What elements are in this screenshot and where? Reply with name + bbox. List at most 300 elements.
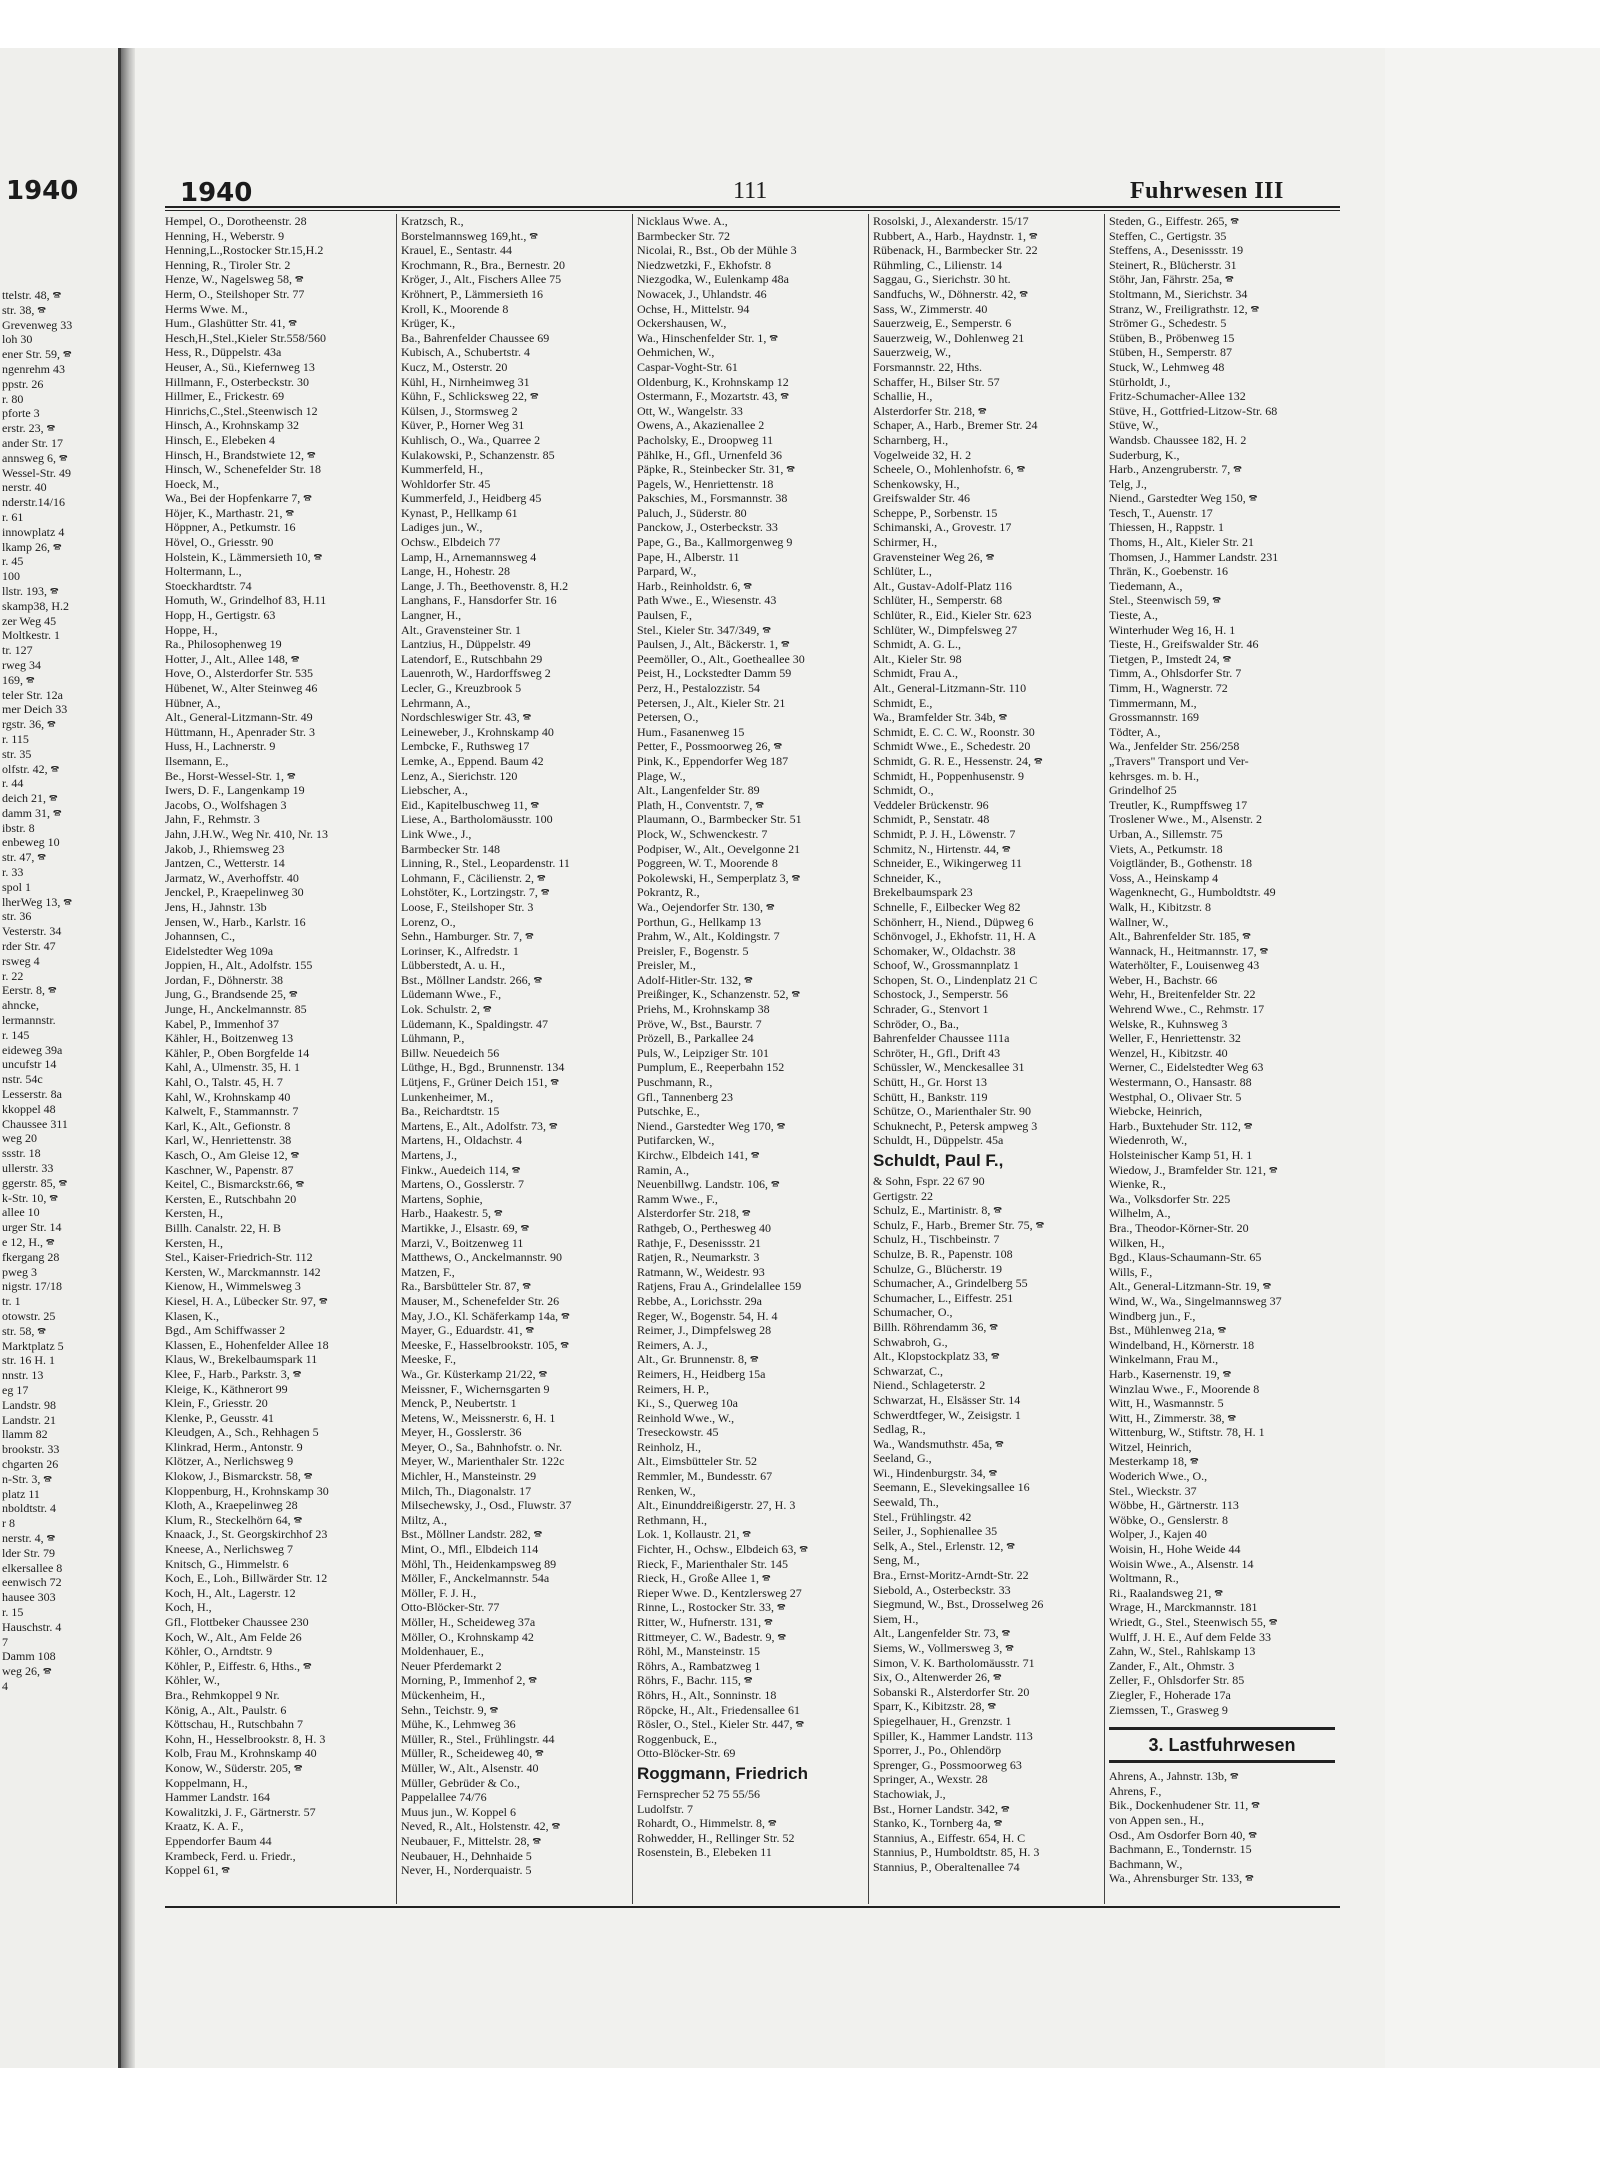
directory-entry: „Travers" Transport und Ver- xyxy=(1109,753,1249,768)
directory-entry: Schopen, St. O., Lindenplatz 21 C xyxy=(873,972,1038,987)
directory-entry: Hübenet, W., Alter Steinweg 46 xyxy=(165,681,318,695)
directory-entry: Kohn, H., Hesselbrookstr. 8, H. 3 xyxy=(165,1731,326,1746)
directory-entry: Muus jun., W. Koppel 6 xyxy=(401,1804,517,1819)
directory-entry: Petersen, J., Alt., Kieler Str. 21 xyxy=(637,695,786,710)
directory-entry: Höjer, K., Marthastr. 21, 🕿 xyxy=(165,505,295,520)
left-page-fragment: nerstr. 40 xyxy=(2,480,47,495)
advertisement-name: Schuldt, Paul F., xyxy=(873,1151,1004,1170)
directory-entry: Schmidt, O., xyxy=(873,783,934,798)
directory-entry: Perz, H., Pestalozzistr. 54 xyxy=(637,681,760,695)
directory-entry: Mückenheim, H., xyxy=(401,1687,485,1702)
directory-entry: Reimers, H. P., xyxy=(637,1381,709,1396)
directory-entry: Wind, W., Wa., Singelmannsweg 37 xyxy=(1109,1293,1282,1308)
left-page-fragment: otowstr. 25 xyxy=(2,1308,56,1323)
directory-entry: Schrader, G., Stenvort 1 xyxy=(873,1002,989,1017)
directory-entry: Reinholz, H., xyxy=(637,1439,701,1454)
left-page-fragment: k-Str. 10, 🕿 xyxy=(2,1190,58,1205)
header-rule xyxy=(165,206,1340,211)
directory-entry: Renken, W., xyxy=(637,1483,696,1498)
directory-entry: Spiegelhauer, H., Grenzstr. 1 xyxy=(873,1713,1012,1728)
directory-entry: Wehrend Wwe., C., Rehmstr. 17 xyxy=(1109,1002,1265,1017)
left-page-fragment: urger Str. 14 xyxy=(2,1220,62,1235)
directory-entry: Schröter, H., Gfl., Drift 43 xyxy=(873,1045,1001,1060)
directory-entry: Schmidt, Frau A., xyxy=(873,666,959,681)
left-page-fragment: zer Weg 45 xyxy=(2,613,57,628)
directory-entry: Nordschleswiger Str. 43, 🕿 xyxy=(401,710,532,725)
directory-entry: Stüben, H., Semperstr. 87 xyxy=(1109,345,1232,360)
directory-entry: Barmbecker Str. 72 xyxy=(637,228,730,243)
directory-entry: von Appen sen., H., xyxy=(1109,1812,1204,1827)
directory-entry: Hüttmann, H., Apenrader Str. 3 xyxy=(165,724,315,739)
directory-entry: Schmidt, P. J. H., Löwenstr. 7 xyxy=(873,826,1016,841)
directory-entry: Heuser, A., Sü., Kiefernweg 13 xyxy=(165,359,315,374)
directory-entry: Meeske, F., xyxy=(401,1352,457,1367)
directory-entry: Martens, J., xyxy=(401,1148,457,1162)
directory-entry: Kleige, K., Käthnerort 99 xyxy=(165,1381,288,1396)
directory-entry: Kucz, M., Osterstr. 20 xyxy=(401,359,508,374)
left-page-fragment: Damm 108 xyxy=(2,1649,56,1664)
directory-entry: Ahrens, A., Jahnstr. 13b, 🕿 xyxy=(1109,1769,1239,1784)
directory-entry: Zeller, F., Ohlsdorfer Str. 85 xyxy=(1109,1673,1245,1688)
directory-entry: Niedzwetzki, F., Ekhofstr. 8 xyxy=(637,257,772,272)
left-page-fragment: chgarten 26 xyxy=(2,1456,59,1471)
directory-entry: Möhl, Th., Heidenkampsweg 89 xyxy=(401,1556,557,1571)
left-page-fragment: r 8 xyxy=(2,1516,15,1531)
directory-entry: Hoeck, M., xyxy=(165,476,219,491)
directory-entry: May, J.O., Kl. Schäferkamp 14a, 🕿 xyxy=(401,1308,570,1323)
directory-entry: Niend., Garstedter Weg 170, 🕿 xyxy=(637,1118,786,1133)
directory-entry: Ockershausen, W., xyxy=(637,316,727,331)
directory-entry: Jarmatz, W., Averhoffstr. 40 xyxy=(165,870,299,885)
directory-entry: Kloppenburg, H., Krohnskamp 30 xyxy=(165,1483,329,1498)
directory-entry: Schneider, K., xyxy=(873,870,942,885)
left-page-fragment: ngenrehm 43 xyxy=(2,361,65,376)
directory-entry: Rathgeb, O., Perthesweg 40 xyxy=(637,1220,771,1235)
directory-entry: Woderich Wwe., O., xyxy=(1109,1469,1208,1484)
directory-entry: Eidelstedter Weg 109a xyxy=(165,943,274,958)
directory-entry: Niend., Garstedter Weg 150, 🕿 xyxy=(1109,491,1258,506)
directory-entry: Eid., Kapitelbuschweg 11, 🕿 xyxy=(401,797,540,812)
directory-entry: Hopp, H., Gertigstr. 63 xyxy=(165,608,276,623)
directory-entry: Krauel, E., Sentastr. 44 xyxy=(401,243,512,258)
directory-entry: Owens, A., Akazienallee 2 xyxy=(637,418,765,433)
directory-entry: Welske, R., Kuhnsweg 3 xyxy=(1109,1016,1228,1031)
directory-entry: Spiller, K., Hammer Landstr. 113 xyxy=(873,1728,1033,1743)
directory-entry: Puschmann, R., xyxy=(637,1075,713,1090)
book-gutter xyxy=(121,48,135,2068)
directory-entry: Sauerzweig, W., Dohlenweg 21 xyxy=(873,330,1025,345)
directory-entry: Preißinger, K., Schanzenstr. 52, 🕿 xyxy=(637,987,801,1002)
directory-entry: Ratmann, W., Weidestr. 93 xyxy=(637,1264,765,1279)
directory-entry: Veddeler Brückenstr. 96 xyxy=(873,797,989,812)
directory-entry: Reimers, A. J., xyxy=(637,1337,708,1352)
left-page-fragment: r. 61 xyxy=(2,509,24,524)
directory-entry: Thomsen, J., Hammer Landstr. 231 xyxy=(1109,549,1279,564)
left-page-fragment: nigstr. 17/18 xyxy=(2,1279,63,1294)
left-page-fragment: deich 21, 🕿 xyxy=(2,791,58,806)
directory-entry: Linning, R., Stel., Leopardenstr. 11 xyxy=(401,856,570,871)
directory-entry: Forsmannstr. 22, Hths. xyxy=(873,359,983,374)
directory-entry: Neved, R., Alt., Holstenstr. 42, 🕿 xyxy=(401,1819,561,1834)
directory-entry: Schwarzat, C., xyxy=(873,1363,943,1378)
directory-entry: Stel., Wieckstr. 37 xyxy=(1109,1483,1197,1498)
left-page-fragment: r. 44 xyxy=(2,776,24,791)
directory-entry: Grindelhof 25 xyxy=(1109,783,1177,798)
directory-entry: Paulsen, F., xyxy=(637,608,693,623)
directory-entry: Wilhelm, A., xyxy=(1109,1206,1171,1221)
directory-entry: Billw. Neuedeich 56 xyxy=(401,1045,500,1060)
left-page-fragment: lermannstr. xyxy=(2,1013,56,1028)
directory-column-4 xyxy=(873,214,1099,1904)
directory-entry: Woltmann, R., xyxy=(1109,1571,1179,1586)
directory-entry: Kynast, P., Hellkamp 61 xyxy=(401,505,518,520)
directory-entry: Plage, W., xyxy=(637,768,686,783)
directory-entry: Oehmichen, W., xyxy=(637,345,715,360)
directory-entry: Paluch, J., Süderstr. 80 xyxy=(637,505,747,520)
directory-entry: Puls, W., Leipziger Str. 101 xyxy=(637,1045,769,1060)
directory-entry: Bgd., Am Schiffwasser 2 xyxy=(165,1323,286,1338)
directory-entry: Stüve, W., xyxy=(1109,418,1159,433)
directory-entry: Klötzer, A., Nerlichsweg 9 xyxy=(165,1454,294,1469)
bottom-margin xyxy=(0,2068,1600,2177)
directory-entry: Hinsch, H., Brandstwiete 12, 🕿 xyxy=(165,447,316,462)
left-page-fragment: str. 36 xyxy=(2,909,32,924)
left-page-fragment: rder Str. 47 xyxy=(2,939,56,954)
directory-entry: Alt., Kieler Str. 98 xyxy=(873,651,962,666)
directory-entry: Hoppe, H., xyxy=(165,622,218,637)
directory-entry: Metens, W., Meissnerstr. 6, H. 1 xyxy=(401,1410,556,1425)
left-page-fragment: eenwisch 72 xyxy=(2,1575,62,1590)
directory-entry: Pacholsky, E., Droopweg 11 xyxy=(637,432,774,447)
directory-entry: Schütze, O., Marienthaler Str. 90 xyxy=(873,1104,1031,1119)
directory-column-3 xyxy=(637,214,863,1904)
directory-entry: Westphal, O., Olivaer Str. 5 xyxy=(1109,1089,1242,1104)
directory-entry: Lantzius, H., Düppelstr. 49 xyxy=(401,637,531,652)
directory-entry: Meyer, O., Sa., Bahnhofstr. o. Nr. xyxy=(401,1439,563,1454)
directory-entry: Mühe, K., Lehmweg 36 xyxy=(401,1717,516,1732)
directory-entry: Kalwelt, F., Stammannstr. 7 xyxy=(165,1104,299,1119)
directory-entry: Pape, H., Alberstr. 11 xyxy=(637,549,740,564)
page-margin-right xyxy=(1385,48,1600,2068)
directory-entry: Hess, R., Düppelstr. 43a xyxy=(165,345,282,360)
directory-entry: Schumacher, L., Eiffestr. 251 xyxy=(873,1290,1014,1305)
directory-entry: Meyer, H., Gosslerstr. 36 xyxy=(401,1425,522,1440)
directory-entry: Koch, W., Alt., Am Felde 26 xyxy=(165,1629,302,1644)
directory-entry: Rittmeyer, C. W., Badestr. 9, 🕿 xyxy=(637,1629,787,1644)
left-page-fragment: r. 15 xyxy=(2,1604,24,1619)
directory-entry: Henze, W., Nagelsweg 58, 🕿 xyxy=(165,272,304,287)
directory-column-2 xyxy=(401,214,627,1904)
directory-entry: Liebscher, A., xyxy=(401,783,468,798)
directory-entry: Müller, Gebrüder & Co., xyxy=(401,1775,520,1790)
directory-entry: Schuknecht, P., Petersk ampweg 3 xyxy=(873,1118,1038,1133)
left-page-fragment: lkamp 26, 🕿 xyxy=(2,539,62,554)
directory-entry: Rosenstein, B., Elebeken 11 xyxy=(637,1845,772,1860)
directory-entry: Junge, H., Anckelmannstr. 85 xyxy=(165,1002,307,1017)
directory-entry: Lüdemann, K., Spaldingstr. 47 xyxy=(401,1016,548,1031)
directory-entry: Scheele, O., Mohlenhofstr. 6, 🕿 xyxy=(873,462,1026,477)
directory-entry: Ri., Raalandsweg 21, 🕿 xyxy=(1109,1585,1223,1600)
directory-entry: Röhl, M., Mansteinstr. 15 xyxy=(637,1644,761,1659)
directory-entry: Barmbecker Str. 148 xyxy=(401,841,500,856)
directory-entry: Bra., Ernst-Moritz-Arndt-Str. 22 xyxy=(873,1568,1029,1583)
directory-entry: Panckow, J., Osterbeckstr. 33 xyxy=(637,520,778,535)
directory-entry: Witt, H., Zimmerstr. 38, 🕿 xyxy=(1109,1410,1237,1425)
directory-entry: Pape, G., Ba., Kallmorgenweg 9 xyxy=(637,535,793,550)
directory-entry: Iwers, D. F., Langenkamp 19 xyxy=(165,783,305,798)
directory-entry: Kaschner, W., Papenstr. 87 xyxy=(165,1162,294,1177)
directory-entry: Röhrs, A., Rambatzweg 1 xyxy=(637,1658,761,1673)
directory-entry: Thiessen, H., Rappstr. 1 xyxy=(1109,520,1224,535)
directory-entry: Otto-Blöcker-Str. 69 xyxy=(637,1746,736,1761)
directory-entry: Timm, H., Wagnerstr. 72 xyxy=(1109,681,1228,695)
directory-entry: Seeland, G., xyxy=(873,1451,932,1466)
directory-entry: Kowalitzki, J. F., Gärtnerstr. 57 xyxy=(165,1804,316,1819)
directory-entry: Stachowiak, J., xyxy=(873,1786,946,1801)
directory-entry: Schönvogel, J., Ekhofstr. 11, H. A xyxy=(873,929,1037,944)
directory-entry: Martens, Sophie, xyxy=(401,1191,483,1206)
directory-entry: Tietgen, P., Imstedt 24, 🕿 xyxy=(1109,651,1232,666)
directory-entry: Marzi, V., Boitzenweg 11 xyxy=(401,1235,524,1250)
left-page-fragment: Hauschstr. 4 xyxy=(2,1619,62,1634)
left-page-fragment: Wessel-Str. 49 xyxy=(2,465,72,480)
directory-entry: Tödter, A., xyxy=(1109,724,1161,739)
directory-entry: Sporrer, J., Po., Ohlendörp xyxy=(873,1743,1002,1758)
directory-entry: Schulze, B. R., Papenstr. 108 xyxy=(873,1246,1013,1261)
directory-entry: Simon, V. K. Bartholomäusstr. 71 xyxy=(873,1655,1035,1670)
column-separator xyxy=(396,214,397,1904)
left-page-fragment: innowplatz 4 xyxy=(2,524,65,539)
directory-entry: Urban, A., Sillemstr. 75 xyxy=(1109,826,1223,841)
directory-entry: Sauerzweig, E., Semperstr. 6 xyxy=(873,316,1012,331)
directory-entry: Wa., Bramfelder Str. 34b, 🕿 xyxy=(873,710,1008,725)
directory-entry: Link Wwe., J., xyxy=(401,826,472,841)
directory-entry: Stoltmann, M., Sierichstr. 34 xyxy=(1109,286,1248,301)
directory-entry: Herm, O., Steilshoper Str. 77 xyxy=(165,286,305,301)
directory-entry: Klinkrad, Herm., Antonstr. 9 xyxy=(165,1439,303,1454)
directory-entry: Ba., Reichardtstr. 15 xyxy=(401,1104,500,1119)
directory-entry: Siebold, A., Osterbeckstr. 33 xyxy=(873,1582,1011,1597)
directory-entry: Klassen, E., Hohenfelder Allee 18 xyxy=(165,1337,329,1352)
directory-entry: Möller, O., Krohnskamp 42 xyxy=(401,1629,534,1644)
directory-entry: Schütt, H., Bankstr. 119 xyxy=(873,1089,988,1104)
directory-entry: Schüssler, W., Menckesallee 31 xyxy=(873,1060,1025,1075)
directory-entry: Reger, W., Bogenstr. 54, H. 4 xyxy=(637,1308,778,1323)
directory-entry: Sedlag, R., xyxy=(873,1422,926,1437)
directory-entry: Stanko, K., Tornberg 4a, 🕿 xyxy=(873,1816,1003,1831)
directory-entry: Kühn, F., Schlicksweg 22, 🕿 xyxy=(401,389,539,404)
page-number: 111 xyxy=(733,178,768,204)
left-page-fragment: hausee 303 xyxy=(2,1590,56,1605)
directory-entry: Prahm, W., Alt., Koldingstr. 7 xyxy=(637,929,780,944)
left-page-fragment: eg 17 xyxy=(2,1382,29,1397)
directory-entry: Preisler, M., xyxy=(637,958,696,973)
directory-entry: Putifarcken, W., xyxy=(637,1133,715,1148)
directory-entry: Klenke, P., Geusstr. 41 xyxy=(165,1410,274,1425)
directory-entry: Bgd., Klaus-Schaumann-Str. 65 xyxy=(1109,1250,1262,1265)
directory-entry: Niend., Schlageterstr. 2 xyxy=(873,1378,986,1393)
directory-entry: Alt., General-Litzmann-Str. 110 xyxy=(873,681,1027,695)
directory-entry: Schumacher, O., xyxy=(873,1305,953,1320)
directory-entry: Schmidt, G. R. E., Hessenstr. 24, 🕿 xyxy=(873,753,1043,768)
directory-entry: Klasen, K., xyxy=(165,1308,219,1323)
directory-entry: Tiedemann, A., xyxy=(1109,578,1183,593)
directory-entry: Steden, G., Eiffestr. 265, 🕿 xyxy=(1109,214,1240,228)
directory-entry: Miltz, A., xyxy=(401,1512,448,1527)
directory-entry: Thrän, K., Goebenstr. 16 xyxy=(1109,564,1228,579)
directory-entry: Schulz, E., Martinistr. 8, 🕿 xyxy=(873,1203,1002,1218)
directory-entry: Wulff, J. H. E., Auf dem Felde 33 xyxy=(1109,1629,1271,1644)
directory-entry: Martens, O., Gosslerstr. 7 xyxy=(401,1177,524,1192)
directory-entry: Seiler, J., Sophienallee 35 xyxy=(873,1524,998,1539)
directory-entry: Grossmannstr. 169 xyxy=(1109,710,1199,725)
directory-entry: Wandsb. Chaussee 182, H. 2 xyxy=(1109,432,1247,447)
left-page-fragment: allee 10 xyxy=(2,1205,40,1220)
left-page-fragment: tr. 1 xyxy=(2,1294,21,1309)
directory-entry: Alt., Gravensteiner Str. 1 xyxy=(401,622,521,637)
directory-entry: Plath, H., Conventstr. 7, 🕿 xyxy=(637,797,764,812)
directory-entry: Martikke, J., Elsastr. 69, 🕿 xyxy=(401,1220,530,1235)
directory-entry: Alsterdorfer Str. 218, 🕿 xyxy=(637,1206,751,1221)
left-page-fragment: erstr. 23, 🕿 xyxy=(2,421,56,436)
directory-entry: Bst., Möllner Landstr. 266, 🕿 xyxy=(401,972,543,987)
directory-entry: Eppendorfer Baum 44 xyxy=(165,1833,272,1848)
directory-entry: Holsteinischer Kamp 51, H. 1 xyxy=(1109,1148,1253,1162)
directory-entry: Wa., Volksdorfer Str. 225 xyxy=(1109,1191,1231,1206)
directory-entry: Vogelweide 32, H. 2 xyxy=(873,447,972,462)
directory-entry: Schmidt Wwe., E., Schedestr. 20 xyxy=(873,739,1031,754)
directory-entry: Jung, G., Brandsende 25, 🕿 xyxy=(165,987,298,1002)
left-page-fragment: ppstr. 26 xyxy=(2,376,44,391)
left-page-fragment: rsweg 4 xyxy=(2,953,40,968)
directory-entry: Bik., Dockenhudener Str. 11, 🕿 xyxy=(1109,1798,1260,1813)
directory-entry: Ochse, H., Mittelstr. 94 xyxy=(637,301,750,316)
directory-entry: Schwabroh, G., xyxy=(873,1334,948,1349)
directory-entry: Fritz-Schumacher-Allee 132 xyxy=(1109,389,1246,404)
left-page-fragment: kkoppel 48 xyxy=(2,1101,56,1116)
directory-entry: Pappelallee 74/76 xyxy=(401,1790,487,1805)
directory-entry: Kahl, O., Talstr. 45, H. 7 xyxy=(165,1075,283,1090)
directory-entry: Witzel, Heinrich, xyxy=(1109,1439,1192,1454)
directory-entry: Pröve, W., Bst., Baurstr. 7 xyxy=(637,1016,762,1031)
directory-entry: Hempel, O., Dorotheenstr. 28 xyxy=(165,214,307,228)
directory-entry: Klee, F., Harb., Parkstr. 3, 🕿 xyxy=(165,1366,302,1381)
left-page-fragment: lherWeg 13, 🕿 xyxy=(2,894,72,909)
directory-entry: Alt., Bahrenfelder Str. 185, 🕿 xyxy=(1109,929,1251,944)
directory-entry: Kraatz, K. A. F., xyxy=(165,1819,244,1834)
directory-entry: Wöbbe, H., Gärtnerstr. 113 xyxy=(1109,1498,1239,1513)
directory-entry: Westermann, O., Hansastr. 88 xyxy=(1109,1075,1252,1090)
directory-entry: Brekelbaumspark 23 xyxy=(873,885,973,900)
directory-entry: Wa., Ahrensburger Str. 133, 🕿 xyxy=(1109,1871,1254,1886)
directory-entry: Reimers, H., Heidberg 15a xyxy=(637,1366,766,1381)
directory-entry: Kratzsch, R., xyxy=(401,214,464,228)
directory-entry: Schütt, H., Gr. Horst 13 xyxy=(873,1075,987,1090)
left-page-fragment: spol 1 xyxy=(2,879,32,894)
directory-entry: Otto-Blöcker-Str. 77 xyxy=(401,1600,500,1615)
left-page-fragment: Landstr. 21 xyxy=(2,1412,56,1427)
directory-entry: Schlüter, W., Dimpfelsweg 27 xyxy=(873,622,1018,637)
directory-entry: Stannius, P., Oberaltenallee 74 xyxy=(873,1859,1020,1874)
directory-entry: Werner, C., Eidelstedter Weg 63 xyxy=(1109,1060,1264,1075)
directory-entry: Ott, W., Wangelstr. 33 xyxy=(637,403,743,418)
directory-entry: Wiedenroth, W., xyxy=(1109,1133,1188,1148)
directory-entry: Kersten, W., Marckmannstr. 142 xyxy=(165,1264,321,1279)
directory-entry: Hotter, J., Alt., Allee 148, 🕿 xyxy=(165,651,300,666)
directory-entry: Rösler, O., Stel., Kieler Str. 447, 🕿 xyxy=(637,1717,805,1732)
directory-entry: Neubauer, H., Dehnhaide 5 xyxy=(401,1848,532,1863)
directory-entry: Koch, H., Alt., Lagerstr. 12 xyxy=(165,1585,296,1600)
directory-entry: Schostock, J., Semperstr. 56 xyxy=(873,987,1008,1002)
directory-entry: Pagels, W., Henriettenstr. 18 xyxy=(637,476,774,491)
directory-entry: Roggenbuck, E., xyxy=(637,1731,717,1746)
left-page-fragment: 7 xyxy=(2,1634,8,1649)
directory-entry: Schirmer, H., xyxy=(873,535,938,550)
directory-entry: Alsterdorfer Str. 218, 🕿 xyxy=(873,403,987,418)
directory-entry: Stel., Kieler Str. 347/349, 🕿 xyxy=(637,622,771,637)
directory-entry: Hillmann, F., Osterbeckstr. 30 xyxy=(165,374,310,389)
left-page-fragment: annsweg 6, 🕿 xyxy=(2,450,68,465)
directory-entry: Lok. Schulstr. 2, 🕿 xyxy=(401,1002,492,1017)
footer-rule xyxy=(165,1906,1340,1908)
directory-entry: Neuer Pferdemarkt 2 xyxy=(401,1658,502,1673)
directory-entry: Koppel 61, 🕿 xyxy=(165,1863,230,1878)
directory-entry: Finkw., Auedeich 114, 🕿 xyxy=(401,1162,521,1177)
directory-entry: Müller, W., Alt., Alsenstr. 40 xyxy=(401,1760,539,1775)
directory-entry: Klokow, J., Bismarckstr. 58, 🕿 xyxy=(165,1469,313,1484)
directory-entry: Winkelmann, Frau M., xyxy=(1109,1352,1219,1367)
directory-entry: Windberg jun., F., xyxy=(1109,1308,1196,1323)
directory-entry: Schneider, E., Wikingerweg 11 xyxy=(873,856,1022,871)
directory-entry: Putschke, E., xyxy=(637,1104,700,1119)
directory-entry: Adolf-Hitler-Str. 132, 🕿 xyxy=(637,972,753,987)
left-page-fragment: ener Str. 59, 🕿 xyxy=(2,347,72,362)
directory-entry: Stöhr, Jan, Fährstr. 25a, 🕿 xyxy=(1109,272,1234,287)
directory-entry: Stoeckhardtstr. 74 xyxy=(165,578,252,593)
directory-entry: Schnelle, F., Eilbecker Weg 82 xyxy=(873,899,1021,914)
directory-entry: Alt., Gr. Brunnenstr. 8, 🕿 xyxy=(637,1352,759,1367)
directory-entry: Lohmann, F., Cäcilienstr. 2, 🕿 xyxy=(401,870,546,885)
directory-entry: Voss, A., Heinskamp 4 xyxy=(1109,870,1219,885)
directory-entry: Wa., Gr. Küsterkamp 21/22, 🕿 xyxy=(401,1366,548,1381)
directory-entry: Kloth, A., Kraepelinweg 28 xyxy=(165,1498,298,1513)
directory-entry: Lüdemann Wwe., F., xyxy=(401,987,502,1002)
directory-entry: Pokolewski, H., Semperplatz 3, 🕿 xyxy=(637,870,801,885)
directory-entry: Koppelmann, H., xyxy=(165,1775,248,1790)
left-page-fragment: r. 115 xyxy=(2,731,29,746)
directory-entry: Wriedt, G., Stel., Steenwisch 55, 🕿 xyxy=(1109,1615,1278,1629)
directory-entry: Lange, J. Th., Beethovenstr. 8, H.2 xyxy=(401,578,569,593)
directory-entry: Wilken, H., xyxy=(1109,1235,1165,1250)
directory-entry: Schaffer, H., Bilser Str. 57 xyxy=(873,374,1000,389)
directory-entry: Ba., Bahrenfelder Chaussee 69 xyxy=(401,330,550,345)
directory-entry: Rübenack, H., Barmbecker Str. 22 xyxy=(873,243,1038,258)
left-page-fragment: llamm 82 xyxy=(2,1427,48,1442)
directory-entry: Suderburg, K., xyxy=(1109,447,1180,462)
directory-entry: Hinrichs,C.,Stel.,Steenwisch 12 xyxy=(165,403,318,418)
directory-entry: Ladiges jun., W., xyxy=(401,520,483,535)
directory-entry: Stürholdt, J., xyxy=(1109,374,1171,389)
directory-entry: Lauenroth, W., Hardorffsweg 2 xyxy=(401,666,551,681)
directory-entry: Alt., Klopstockplatz 33, 🕿 xyxy=(873,1349,1000,1364)
directory-entry: Wa., Bei der Hopfenkarre 7, 🕿 xyxy=(165,491,312,506)
directory-entry: Billh. Röhrendamm 36, 🕿 xyxy=(873,1319,998,1334)
directory-entry: Kroll, K., Moorende 8 xyxy=(401,301,509,316)
directory-entry: Hum., Glashütter Str. 41, 🕿 xyxy=(165,316,297,331)
directory-entry: kehrsges. m. b. H., xyxy=(1109,768,1199,783)
left-page-fragment: 100 xyxy=(2,569,20,584)
left-page-fragment: Vesterstr. 34 xyxy=(2,924,62,939)
